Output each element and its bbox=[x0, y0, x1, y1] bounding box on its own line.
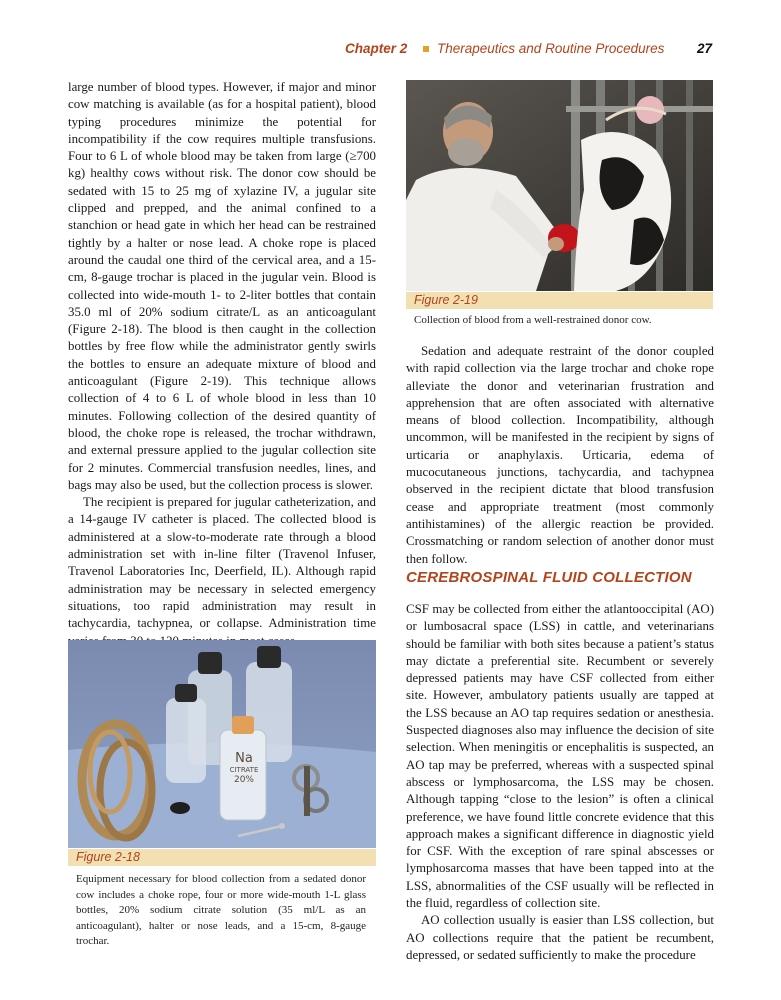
figure-2-18-caption: Equipment necessary for blood collection from a sedated donor cow includes a choke rope, four or more wide-mouth 1-L glass bottles, 20% sodium citrate solution (35 ml/L as an anticoagulant), halter or nose leads, and a 15-cm, 8-gauge trochar. bbox=[76, 873, 366, 947]
figure-2-18-photo bbox=[68, 640, 376, 848]
section-heading: CEREBROSPINAL FLUID COLLECTION bbox=[406, 569, 692, 586]
right-column-lower bbox=[406, 601, 714, 964]
equipment-illustration bbox=[68, 640, 376, 848]
bottle-label-percent: 20% bbox=[233, 775, 254, 785]
chapter-label: Chapter 2 bbox=[345, 41, 408, 56]
figure-2-18-label: Figure 2-18 bbox=[68, 849, 376, 866]
paragraph: AO collection usually is easier than LSS collection, but AO collections require that the patient be recumbent, depressed, or sedated sufficiently to make the procedure bbox=[406, 913, 714, 962]
bottle-label-citrate: CITRATE bbox=[229, 766, 259, 774]
figure-2-19-caption: Collection of blood from a well-restrained donor cow. bbox=[414, 314, 652, 326]
blood-collection-illustration bbox=[406, 80, 713, 291]
paragraph: CSF may be collected from either the atlantooccipital (AO) or lumbosacral space (LSS) in cattle, and veterinarians should be familiar with both sites because a patient’s status may dictate a preferential site. Recumbent or severely depressed patients may have CSF collected from either site. However, ambulatory patients usually are tapped at the LSS because an AO tap requires sedation or anesthesia. Suspected diagnoses also may influence the decision of site selection. When meningitis or encephalitis is suspected, an AO tap may be preferred, whereas with a suspected spinal abscess or lymphosarcoma, the LSS may be chosen. Although tapping “close to the lesion” is often a clinical preference, we have found little concrete evidence that this approach makes a significant difference in diagnostic yield for CSF. With the exception of rare spinal abscesses or lymphosarcoma masses that have been tapped into at the LSS, abnormalities of the CSF usually will be reflected in the fluid, regardless of collection site. bbox=[406, 602, 714, 911]
header-bullet bbox=[423, 46, 429, 52]
figure-2-19-label: Figure 2-19 bbox=[406, 292, 713, 309]
paragraph: The recipient is prepared for jugular catheterization, and a 14-gauge IV catheter is placed. The collected blood is administered at a slow-to-moderate rate through a blood administration set with in-line filter (Travenol Infuser, Travenol Laboratories Inc, Deerfield, IL). Although rapid administration may be necessary in selected emergency situations, too rapid administration may result in tachycardia, tachypnea, or collapse. Administration time bbox=[68, 495, 376, 631]
chapter-title: Therapeutics and Routine Procedures bbox=[437, 41, 665, 56]
left-column bbox=[68, 79, 376, 650]
paragraph: large number of blood types. However, if major and minor cow matching is available (as for a hospital patient), blood typing procedures minimize the potential for incompatibility if the cow requires multiple transfusions. Four to 6 L of whole blood may be taken from large (≥700 kg) healthy cows without risk. The donor cow should be sedated with 15 to 25 mg of xylazine IV, a jugular site clipped and prepped, and the animal confined to a stanchion or head gate in which her head can be restrained tightly by a halter or nose lead. A choke rope is placed around the caudal one third of the cervical area, and a 15-cm, 8-gauge trochar is placed in the jugular vein. Blood is collected into wide-mouth 1- to 2-liter bottles that contain 35.0 ml of 20% sodium citrate/L as an anticoagulant (Figure 2-18). The blood is then caught in the collection bottles by free flow while the administrator gently swirls the bottles to ensure an adequate mixture of blood and anticoagulant (Figure 2-19). This technique allows collection of 4 to 6 L of whole blood in less than 10 minutes. Following collection of the desired quantity of blood, the choke rope is released, the trochar withdrawn, and external pressure applied to the jugular collection site for 2 minutes. Commercial transfusion needles, lines, and bags may also be used, but the collection process is slower. bbox=[68, 80, 376, 492]
bottle-label bbox=[224, 752, 264, 785]
figure-2-19-photo bbox=[406, 80, 713, 291]
right-column-upper bbox=[406, 343, 714, 568]
paragraph: Sedation and adequate restraint of the donor coupled with rapid collection via the large trochar and choke rope alleviate the donor and veterinarian frustration and apprehension that are often associated with alternative means of blood collection. Incompatibility, although uncommon, will be manifested in the recipient by signs of urticaria or anaphylaxis. Urticaria, edema of mucocutaneous junctions, tachycardia, and tachypnea observed in the recipient dictate that blood transfusion cease and appropriate treatment (most commonly antihistamines) of the allergic reaction be provided. Crossmatching or random selection of another donor must then follow. bbox=[406, 344, 714, 566]
bottle-label-na: Na bbox=[235, 751, 253, 766]
running-header bbox=[342, 40, 712, 60]
page-number: 27 bbox=[696, 41, 712, 56]
